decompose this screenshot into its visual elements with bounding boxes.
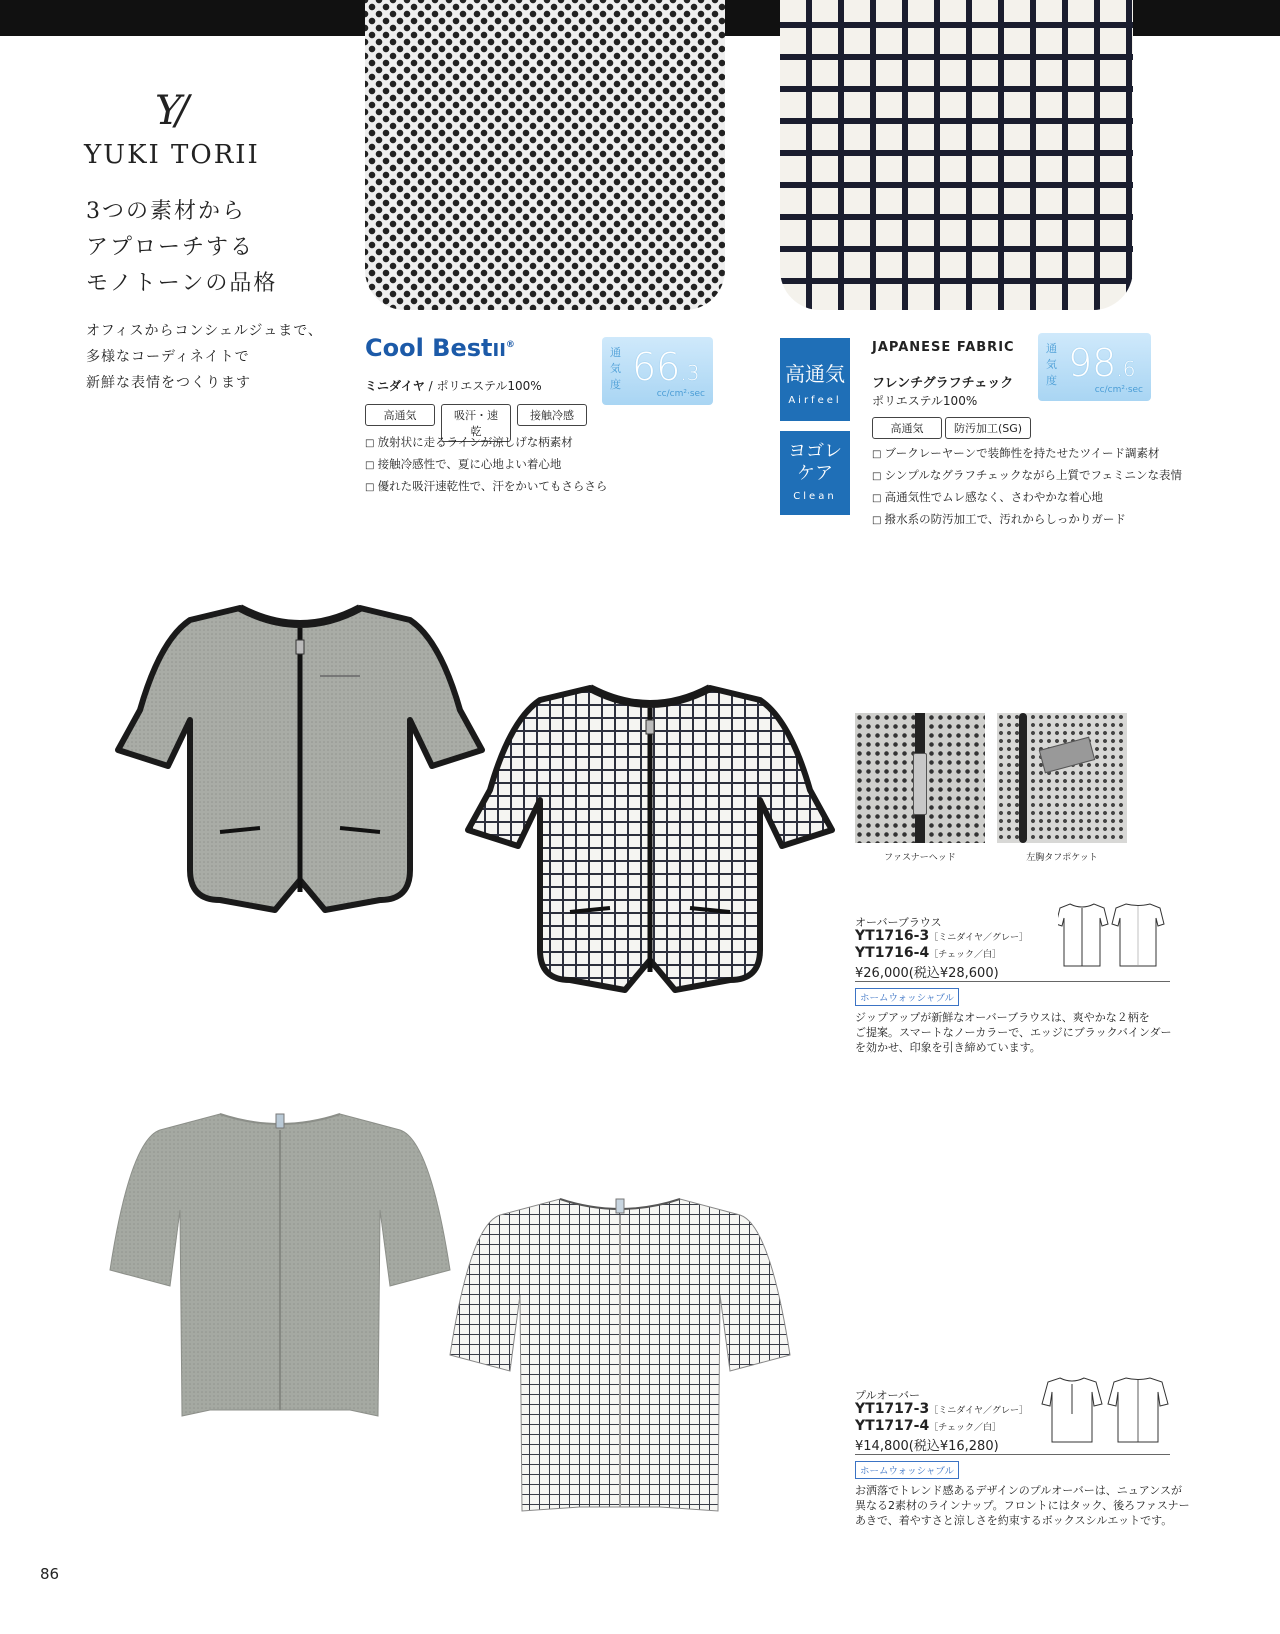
clean-badge	[780, 431, 850, 515]
fabric1-bullet: □ 優れた吸汗速乾性で、汗をかいてもさらさら	[365, 476, 607, 498]
product1-rule	[855, 981, 1170, 982]
zipper-head-icon	[913, 753, 927, 815]
badge-label: 通気度	[610, 346, 621, 391]
product2-code-line	[855, 1401, 1028, 1417]
detail-photo-pocket	[997, 713, 1127, 843]
product1-code-line	[855, 945, 1001, 961]
clean-title: ケア	[797, 463, 833, 484]
badge-unit: cc/cm²·sec	[656, 389, 705, 399]
headline-line: モノトーンの品格	[86, 271, 278, 296]
fabric2-bullet: □ 高通気性でムレ感なく、さわやかな着心地	[872, 487, 1182, 509]
garment-pullover-check	[440, 1195, 800, 1535]
product1-type: オーバーブラウス	[855, 916, 942, 929]
badge-value: 98.6	[1068, 341, 1136, 385]
garment-pullover-gray	[100, 1110, 460, 1450]
desc-line: ご提案。スマートなノーカラーで、エッジにブラックバインダー	[855, 1026, 1172, 1039]
airfeel-badge	[780, 338, 850, 421]
fabric1-name-line	[365, 377, 542, 394]
product1-description	[855, 1010, 1171, 1055]
headline-line: 3つの素材から	[86, 199, 246, 224]
product1-price: ¥26,000(税込¥28,600)	[855, 966, 999, 981]
fabric1-bullet: □ 放射状に走るラインが涼しげな柄素材	[365, 432, 607, 454]
fabric1-bullet: □ 接触冷感性で、夏に心地よい着心地	[365, 454, 607, 476]
product1-variant: ［ミニダイヤ／グレー］	[929, 933, 1029, 943]
pocket-clip-icon	[1039, 737, 1095, 774]
detail-caption: 左胸タフポケット	[1026, 853, 1098, 863]
fabric1-bullets	[365, 432, 607, 498]
fabric2-bullet: □ ブークレーヤーンで装飾性を持たせたツイード調素材	[872, 443, 1182, 465]
product2-variant: ［ミニダイヤ／グレー］	[929, 1406, 1029, 1416]
fabric2-tag: 防汚加工(SG)	[945, 417, 1031, 439]
desc-line: を効かせ、印象を引き締めています。	[855, 1041, 1041, 1054]
headline	[86, 194, 277, 302]
clean-title: ヨゴレ	[788, 441, 842, 462]
fabric2-bullet: □ 撥水系の防汚加工で、汚れからしっかりガード	[872, 509, 1182, 531]
detail-caption: ファスナーヘッド	[884, 853, 956, 863]
fabric2-breathability-badge	[1038, 333, 1151, 401]
brand-name: YUKI TORII	[84, 140, 260, 170]
fabric2-tag: 高通気	[872, 417, 942, 439]
product1-code: YT1716-3	[855, 928, 930, 944]
clean-sub: Clean	[793, 491, 837, 502]
fabric1-brand-text: Cool Best	[365, 334, 493, 362]
desc-line: 異なる2素材のラインナップ。フロントにはタック、後ろファスナー	[855, 1499, 1190, 1512]
desc-line: お洒落でトレンド感あるデザインのプルオーバーは、ニュアンスが	[855, 1484, 1182, 1497]
fabric1-breathability-badge	[602, 337, 713, 405]
product2-price: ¥14,800(税込¥16,280)	[855, 1439, 999, 1454]
product1-variant: ［チェック／白］	[929, 950, 1001, 960]
airfeel-sub: Airfeel	[788, 395, 842, 406]
top-bar-left	[0, 0, 365, 36]
fabric2-composition: ポリエステル100%	[872, 394, 978, 408]
desc-line: ジップアップが新鮮なオーバーブラウスは、爽やかな２柄を	[855, 1011, 1150, 1024]
top-bar-right	[1133, 0, 1280, 36]
fabric1-name: ミニダイヤ	[365, 379, 425, 393]
product1-code: YT1716-4	[855, 945, 930, 961]
product1-code-line	[855, 928, 1028, 944]
product1-washable-badge: ホームウォッシャブル	[855, 988, 959, 1006]
product2-variant: ［チェック／白］	[929, 1423, 1001, 1433]
lead-line: オフィスからコンシェルジュまで、	[86, 323, 323, 339]
garment-overblouse-check	[460, 680, 840, 1020]
binding-edge-icon	[1019, 713, 1027, 843]
fabric1-brand-suffix: II	[492, 340, 506, 361]
detail-photo-zipper	[855, 713, 985, 843]
fabric1-tag: 高通気	[365, 404, 435, 426]
top-bar-middle	[725, 0, 780, 36]
fabric1-composition: / ポリエステル100%	[428, 379, 542, 393]
garment-overblouse-gray	[110, 600, 490, 940]
brand-mark: Y/	[155, 88, 183, 134]
lead-line: 新鮮な表情をつくります	[86, 375, 251, 391]
desc-line: あきで、着やすさと涼しさを約束するボックスシルエットです。	[855, 1514, 1173, 1527]
product1-line-drawing	[1058, 900, 1168, 976]
fabric2-origin: JAPANESE FABRIC	[872, 340, 1015, 355]
fabric1-tag: 吸汗・速乾	[441, 404, 511, 442]
badge-value: 66.3	[632, 345, 700, 389]
product2-code-line	[855, 1418, 1001, 1434]
fabric1-brand	[365, 334, 515, 362]
fabric1-tag: 接触冷感	[517, 404, 587, 426]
product2-rule	[855, 1454, 1170, 1455]
page-number: 86	[40, 1565, 60, 1583]
headline-line: アプローチする	[86, 235, 255, 260]
product2-code: YT1717-4	[855, 1418, 930, 1434]
lead-line: 多様なコーディネイトで	[86, 349, 250, 365]
product2-code: YT1717-3	[855, 1401, 930, 1417]
product2-description	[855, 1483, 1190, 1528]
badge-unit: cc/cm²·sec	[1094, 385, 1143, 395]
fabric2-bullet: □ シンプルなグラフチェックながら上質でフェミニンな表情	[872, 465, 1182, 487]
badge-label: 通気度	[1046, 342, 1057, 387]
product2-line-drawing	[1040, 1374, 1170, 1450]
product2-washable-badge: ホームウォッシャブル	[855, 1461, 959, 1479]
fabric1-brand-reg: ®	[505, 340, 515, 350]
product2-type: プルオーバー	[855, 1389, 921, 1402]
lead-text	[86, 318, 323, 396]
fabric-swatch-graphcheck	[780, 0, 1133, 310]
fabric-swatch-minidiamond	[365, 0, 725, 310]
fabric2-name: フレンチグラフチェック	[872, 376, 1014, 391]
fabric2-bullets	[872, 443, 1182, 531]
airfeel-title: 高通気	[785, 362, 845, 386]
